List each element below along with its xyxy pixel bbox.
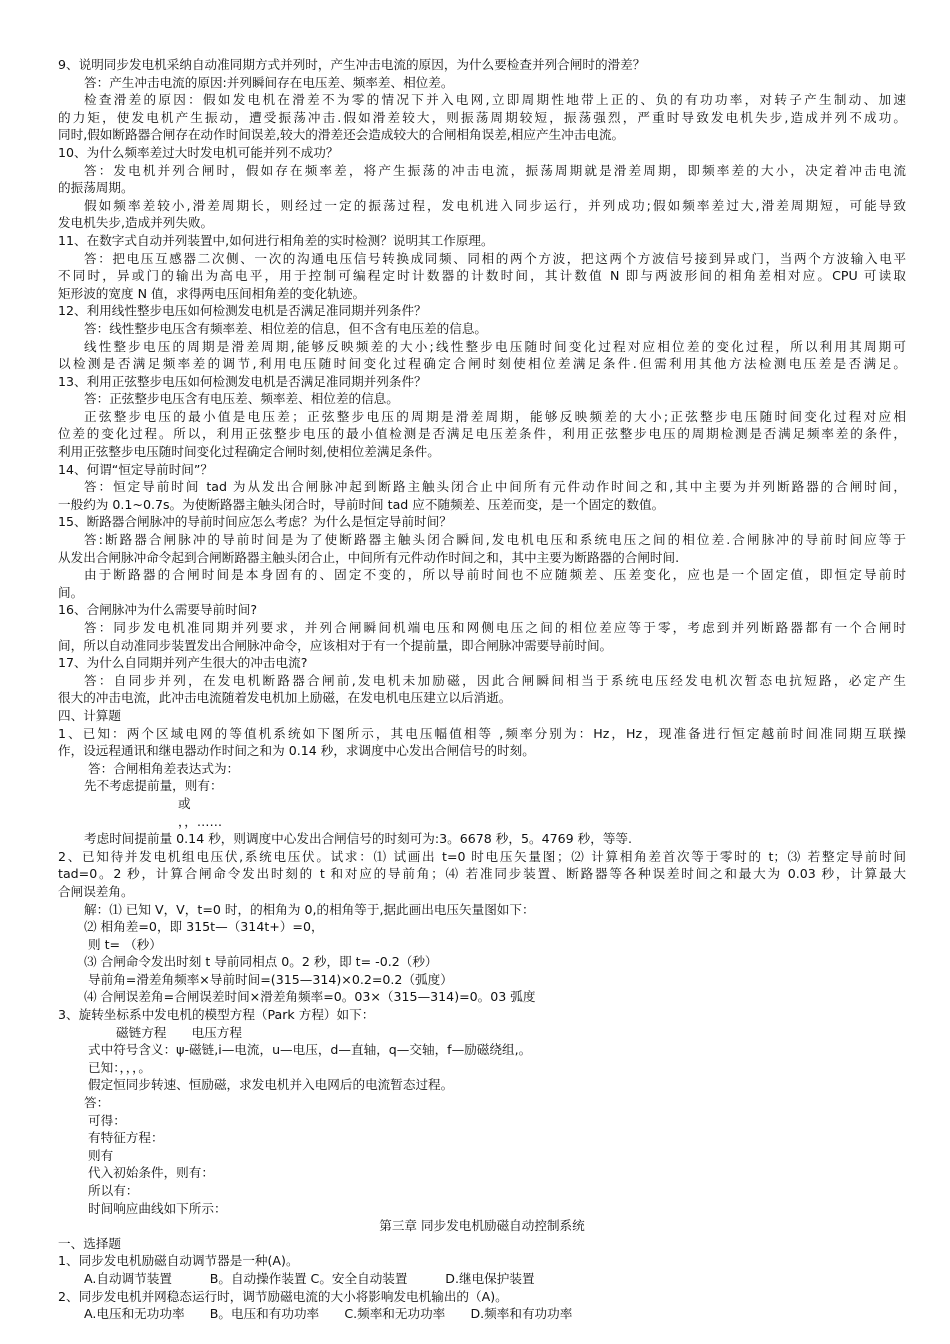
text-line: 答：合闸相角差表达式为： xyxy=(88,760,240,776)
text-line: 答： xyxy=(84,1095,110,1111)
text-line: 一、选择题 xyxy=(58,1235,121,1251)
text-line: 导前角=滑差角频率×导前时间=(315—314)×0.2=0.2（弧度） xyxy=(88,971,453,987)
text-line: 则有 xyxy=(88,1147,114,1163)
text-line: 已知：，，，。 xyxy=(88,1059,151,1075)
text-line: 线性整步电压的周期是滑差周期,能够反映频差的大小;线性整步电压随时间变化过程对应相位差的变化过程，所以利用其周期可 xyxy=(84,338,906,354)
text-line: 2、同步发电机并网稳态运行时，调节励磁电流的大小将影响发电机输出的（A)。 xyxy=(58,1288,508,1304)
text-line: ⑵ 相角差=0，即 315t—（314t+）=0， xyxy=(84,919,324,935)
text-line: A.自动调节装置 B。自动操作装置 C。安全自动装置 D.继电保护装置 xyxy=(84,1270,535,1286)
text-line: ⑶ 合闸命令发出时刻 t 导前同相点 0。2 秒，即 t= -0.2（秒） xyxy=(84,954,438,970)
text-line: 答：自同步并列，在发电机断路器合闸前,发电机未加励磁，因此合闸瞬间相当于系统电压经发电机次暂态电抗短路，必定产生 xyxy=(84,672,906,688)
text-line: 作，设远程通讯和继电器动作时间之和为 0.14 秒，求调度中心发出合闸信号的时刻。 xyxy=(58,743,535,759)
text-line: 答：产生冲击电流的原因:并列瞬间存在电压差、频率差、相位差。 xyxy=(84,74,454,90)
text-line: 15、断路器合闸脉冲的导前时间应怎么考虑？为什么是恒定导前时间？ xyxy=(58,514,452,530)
text-line: 由于断路器的合闸时间是本身固有的、固定不变的，所以导前时间也不应随频差、压差变化，应也是一个固定值，即恒定导前时 xyxy=(84,567,906,583)
text-line: 检查滑差的原因：假如发电机在滑差不为零的情况下并入电网,立即周期性地带上正的、负的有功功率，对转子产生制动、加速 xyxy=(84,92,906,108)
text-line: A.电压和无功功率 B。电压和有功功率 C.频率和无功功率 D.频率和有功功率 xyxy=(84,1306,573,1322)
text-line: 答：同步发电机准同期并列要求，并列合闸瞬间机端电压和网侧电压之间的相位差应等于零，考虑到并列断路器都有一个合闸时 xyxy=(84,620,906,635)
text-line: 考虑时间提前量 0.14 秒，则调度中心发出合闸信号的时刻可为:3。6678 秒，5。4769 秒，等等. xyxy=(84,831,633,847)
text-line: 以检测是否满足频率差的调节,利用电压随时间变化过程确定合闸时刻使相位差满足条件.但需利用其他方法检测电压差是否满足。 xyxy=(58,356,906,372)
text-line: 时间响应曲线如下所示： xyxy=(88,1200,227,1216)
text-line: 矩形波的宽度 N 值，求得两电压间相角差的变化轨迹。 xyxy=(58,285,366,301)
text-line: 答：把电压互感器二次侧、一次的沟通电压信号转换成同频、同相的两个方波，把这两个方波信号接到异或门，当两个方波输入电平 xyxy=(84,250,906,266)
text-line: 先不考虑提前量，则有： xyxy=(84,778,223,794)
text-line: 合闸误差角。 xyxy=(58,883,134,899)
text-line: 10、为什么频率差过大时发电机可能并列不成功？ xyxy=(58,144,339,160)
text-line: ，，…… xyxy=(178,813,223,829)
text-line: 假定恒同步转速、恒励磁，求发电机并入电网后的电流暂态过程。 xyxy=(88,1077,454,1093)
text-line: 16、合闸脉冲为什么需要导前时间? xyxy=(58,602,258,618)
text-line: 解：⑴ 已知 V，V，t=0 时，的相角为 0,的相角等于,据此画出电压矢量图如下： xyxy=(84,901,535,917)
text-line: 答：线性整步电压含有频率差、相位差的信息，但不含有电压差的信息。 xyxy=(84,320,487,336)
text-line: 17、为什么自同期并列产生很大的冲击电流? xyxy=(58,655,308,671)
text-line: 的力矩，使发电机产生振动，遭受振荡冲击.假如滑差较大，则振荡周期较短，振荡强烈，严重时导致发电机失步,造成并列不成功。 xyxy=(58,109,906,125)
text-line: 可得： xyxy=(88,1112,126,1128)
text-line: 利用正弦整步电压随时间变化过程确定合闸时刻,使相位差满足条件。 xyxy=(58,444,440,460)
text-line: 所以有： xyxy=(88,1183,139,1198)
text-line: 12、利用线性整步电压如何检测发电机是否满足准同期并列条件？ xyxy=(58,303,427,319)
text-line: 的振荡周期。 xyxy=(58,180,134,196)
text-line: 11、在数字式自动并列装置中,如何进行相角差的实时检测？说明其工作原理。 xyxy=(58,232,494,248)
text-line: 9、说明同步发电机采纳自动准同期方式并列时，产生冲击电流的原因，为什么要检查并列合闸时的滑差？ xyxy=(58,57,646,72)
text-line: 第三章 同步发电机励磁自动控制系统 xyxy=(379,1218,585,1234)
text-line: 正弦整步电压的最小值是电压差；正弦整步电压的周期是滑差周期，能够反映频差的大小;正弦整步电压随时间变化过程对应相 xyxy=(84,408,906,424)
text-line: 一般约为 0.1~0.7s。为使断路器主触头闭合时，导前时间 tad 应不随频差、压差而变，是一个固定的数值。 xyxy=(58,496,665,512)
text-line: 答:断路器合闸脉冲的导前时间是为了使断路器主触头闭合瞬间,发电机电压和系统电压之间的相位差.合闸脉冲的导前时间应等于 xyxy=(84,532,906,548)
text-line: 或 xyxy=(178,795,191,811)
text-line: 磁链方程 电压方程 xyxy=(116,1024,242,1040)
text-line: 13、利用正弦整步电压如何检测发电机是否满足准同期并列条件？ xyxy=(58,373,427,389)
text-line: ⑷ 合闸误差角=合闸误差时间×滑差角频率=0。03×（315—314)=0。03 弧度 xyxy=(84,989,536,1005)
text-line: 同时,假如断路器合闸存在动作时间误差,较大的滑差还会造成较大的合闸相角误差,相应产生冲击电流。 xyxy=(58,127,625,143)
text-line: 很大的冲击电流，此冲击电流随着发电机加上励磁，在发电机电压建立以后消逝。 xyxy=(58,690,512,706)
text-line: 代入初始条件，则有： xyxy=(88,1165,214,1181)
text-line: 答：发电机并列合闸时，假如存在频率差，将产生振荡的冲击电流，振荡周期就是滑差周期，即频率差的大小，决定着冲击电流 xyxy=(84,162,906,178)
text-line: 间。 xyxy=(58,584,84,600)
text-line: 位差的变化过程。所以，利用正弦整步电压的最小值检测是否满足电压差条件，利用正弦整步电压的周期检测是否满足频率差的条件， xyxy=(58,426,906,442)
text-line: 不同时，异或门的输出为高电平，用于控制可编程定时计数器的计数时间，其计数值 N 即与两波形间的相角差相对应。CPU 可读取 xyxy=(58,268,906,284)
text-line: 答：正弦整步电压含有电压差、频率差、相位差的信息。 xyxy=(84,391,399,407)
text-line: tad=0。2 秒，计算合闸命令发出时刻的 t 和对应的导前角；⑷ 若准同步装置、断路器等各种误差时间之和最大为 0.03 秒，计算最大 xyxy=(58,866,906,882)
text-line: 有特征方程： xyxy=(88,1130,164,1146)
text-line: 1、已知：两个区域电网的等值机系统如下图所示，其电压幅值相等 ,频率分别为：Hz，Hz，现准备进行恒定越前时间准同期互联操 xyxy=(58,725,906,741)
text-line: 四、计算题 xyxy=(58,707,121,723)
text-line: 14、何谓“恒定导前时间”？ xyxy=(58,461,214,477)
text-line: 2、已知待并发电机组电压伏,系统电压伏。试求：⑴ 试画出 t=0 时电压矢量图；⑵ 计算相角差首次等于零时的 t；⑶ 若整定导前时间 xyxy=(58,848,906,864)
text-line: 从发出合闸脉冲命令起到合闸断路器主触头闭合止，中间所有元件动作时间之和，其中主要为断路器的合闸时间. xyxy=(58,549,680,565)
text-line: 式中符号含义：ψ-磁链,i—电流，u—电压，d—直轴，q—交轴，f—励磁绕组,。 xyxy=(88,1042,532,1058)
text-line: 答：恒定导前时间 tad 为从发出合闸脉冲起到断路主触头闭合止中间所有元件动作时间之和,其中主要为并列断路器的合闸时间， xyxy=(84,479,906,495)
text-line: 则 t= （秒） xyxy=(88,936,162,952)
text-line: 1、同步发电机励磁自动调节器是一种(A)。 xyxy=(58,1253,299,1269)
text-line: 3、旋转坐标系中发电机的模型方程（Park 方程）如下： xyxy=(58,1007,375,1023)
text-line: 间，所以自动准同步装置发出合闸脉冲命令，应该相对于有一个提前量，即合闸脉冲需要导前时间。 xyxy=(58,637,613,653)
text-line: 假如频率差较小,滑差周期长，则经过一定的振荡过程，发电机进入同步运行，并列成功;假如频率差过大,滑差周期短，可能导致 xyxy=(84,197,906,213)
text-line: 发电机失步,造成并列失败。 xyxy=(58,215,214,231)
